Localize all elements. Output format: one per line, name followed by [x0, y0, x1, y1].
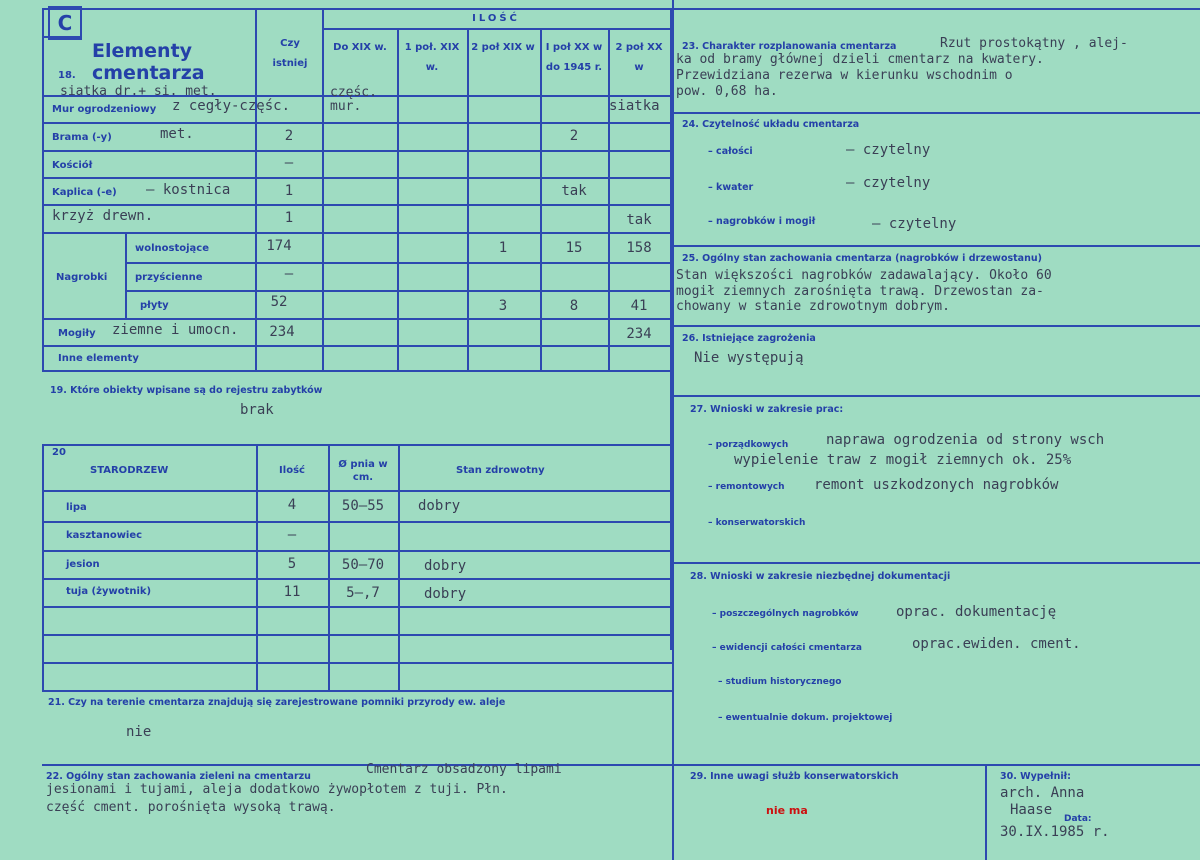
- krzyz-typed: krzyż drewn.: [52, 208, 154, 224]
- q23-label: 23. Charakter rozplanowania cmentarza: [682, 41, 897, 52]
- right-row-line: [672, 112, 1200, 114]
- q30-date-label: Data:: [1064, 814, 1092, 824]
- q19-answer: brak: [240, 402, 274, 418]
- q21-label: 21. Czy na terenie cmentarza znajdują się zarejestrowane pomniki przyrody ew. aleje: [48, 697, 506, 708]
- q29-answer: nie ma: [766, 804, 808, 817]
- q24-item-value: – czytelny: [846, 142, 931, 158]
- q25-line2: mogił ziemnych zarośnięta trawą. Drzewostan za-: [676, 284, 1044, 299]
- q27-item-value: wypielenie traw z mogił ziemnych ok. 25%: [734, 452, 1072, 468]
- q24-label: 24. Czytelność układu cmentarza: [682, 119, 860, 130]
- q24-item-label: – nagrobków i mogił: [708, 216, 816, 227]
- kosciol-exists: –: [284, 155, 294, 171]
- q22-line1: Cmentarz obsadzony lipami: [366, 762, 562, 777]
- q27-item-label: – remontowych: [708, 482, 785, 492]
- t20-row: [42, 606, 672, 608]
- t20-col: [398, 444, 400, 690]
- nagrobki-c4: 15: [565, 240, 583, 256]
- tree-qty: 4: [287, 497, 297, 513]
- tree-qty: –: [287, 527, 297, 543]
- q24-item-label: – całości: [708, 146, 753, 157]
- row-label-brama: Brama (-y): [52, 132, 112, 143]
- right-row-line: [672, 325, 1200, 327]
- top-border: [42, 8, 672, 10]
- t20-top: [42, 444, 672, 446]
- row-line: [42, 370, 672, 372]
- q23-line1: Rzut prostokątny , alej-: [940, 36, 1128, 51]
- q27-item-value: naprawa ogrodzenia od strony wsch: [826, 432, 1105, 448]
- q27-label: 27. Wnioski w zakresie prac:: [690, 404, 844, 415]
- tree-state: dobry: [424, 586, 467, 602]
- q30-divider: [985, 764, 987, 860]
- row-line: [42, 177, 672, 179]
- nagrobki-c3: 3: [498, 298, 508, 314]
- q28-item-value: oprac. dokumentację: [896, 604, 1057, 620]
- row-line: [42, 204, 672, 206]
- nagrobki-sub-divider: [125, 232, 127, 318]
- t20-head-qty: Ilość: [279, 465, 305, 476]
- tree-name: jesion: [66, 559, 100, 570]
- krzyz-exists: 1: [284, 210, 294, 226]
- row-line: [125, 262, 672, 264]
- q28-item-label: – ewidencji całości cmentarza: [712, 643, 862, 653]
- section-letter-underline: [42, 36, 82, 38]
- nagrobki-c5: 158: [626, 240, 652, 256]
- nagrobki-sub-label: płyty: [140, 300, 169, 311]
- right-row-line: [672, 395, 1200, 397]
- row-line: [42, 232, 672, 234]
- tree-qty: 11: [283, 584, 301, 600]
- right-top: [672, 8, 1200, 10]
- mogily-typed: ziemne i umocn.: [112, 322, 239, 338]
- row-line: [42, 345, 672, 347]
- row-line: [42, 150, 672, 152]
- nagrobki-sub-label: przyścienne: [135, 272, 203, 283]
- col-header-c5: 2 poł XX w: [615, 42, 663, 73]
- nagrobki-exists: 52: [270, 294, 288, 310]
- tree-diam: 5–,7: [346, 585, 380, 601]
- s21-bottom: [42, 764, 672, 766]
- q23-line4: pow. 0,68 ha.: [676, 84, 778, 99]
- tree-qty: 5: [287, 556, 297, 572]
- right-row-line: [672, 245, 1200, 247]
- row-line: [42, 122, 672, 124]
- col-header-c3: 2 poł XIX w: [471, 42, 535, 53]
- title-line1: Elementy: [92, 40, 193, 62]
- right-row-line: [672, 764, 1200, 766]
- q24-item-value: – czytelny: [846, 175, 931, 191]
- mogily-c5: 234: [626, 326, 652, 342]
- q22-label: 22. Ogólny stan zachowania zieleni na cmentarzu: [46, 771, 311, 782]
- t20-left: [42, 444, 44, 690]
- kaplica-exists: 1: [284, 183, 294, 199]
- t20-head-bottom: [42, 490, 672, 492]
- col-header-c4: I poł XX w do 1945 r.: [545, 42, 603, 73]
- t20-row: [42, 634, 672, 636]
- title-line2: cmentarza: [92, 62, 205, 84]
- tree-name: tuja (żywotnik): [66, 586, 152, 597]
- t20-row: [42, 550, 672, 552]
- q23-line2: ka od bramy głównej dzieli cmentarz na kwatery.: [676, 52, 1044, 67]
- row-label-mur: Mur ogrodzeniowy: [52, 104, 157, 115]
- q23-line3: Przewidziana rezerwa w kierunku wschodnim o: [676, 68, 1013, 83]
- section-letter-box: [48, 6, 82, 40]
- brama-c4: 2: [569, 128, 579, 144]
- kaplica-typed: – kostnica: [146, 182, 231, 198]
- t20-row: [42, 521, 672, 523]
- col-header-c1: Do XIX w.: [333, 42, 387, 53]
- tree-name: kasztanowiec: [66, 530, 143, 541]
- row-label-kaplica: Kaplica (-e): [52, 187, 117, 198]
- mur-typed: z cegły-częśc.: [172, 98, 291, 114]
- col-line-c1: [322, 8, 324, 370]
- nagrobki-exists: 174: [266, 238, 292, 254]
- t20-row: [42, 662, 672, 664]
- q26-answer: Nie występują: [694, 350, 804, 366]
- t20-num: 20: [52, 447, 66, 458]
- mid-divider-2: [672, 0, 674, 860]
- mur-c1: częśc. mur.: [330, 85, 377, 114]
- brama-typed: met.: [160, 126, 194, 142]
- t20-head-diam: Ø pnia w cm.: [338, 459, 388, 483]
- q29-label: 29. Inne uwagi służb konserwatorskich: [690, 771, 899, 782]
- q30-date: 30.IX.1985 r.: [1000, 824, 1110, 840]
- tree-state: dobry: [424, 558, 467, 574]
- col-header-exists: Czy istniej: [272, 38, 308, 69]
- row-label-mogily: Mogiły: [58, 328, 96, 339]
- q28-item-label: – studium historycznego: [718, 677, 842, 687]
- right-row-line: [672, 562, 1200, 564]
- col-header-c2: 1 poł. XIX w.: [404, 42, 460, 73]
- nagrobki-exists: –: [284, 266, 294, 282]
- row-label-inne: Inne elementy: [58, 353, 139, 364]
- q27-item-value: remont uszkodzonych nagrobków: [814, 477, 1059, 493]
- q21-answer: nie: [126, 724, 152, 740]
- tree-diam: 50–70: [341, 557, 385, 573]
- q19-label: 19. Które obiekty wpisane są do rejestru zabytków: [50, 385, 323, 396]
- mur-c5: siatka: [609, 98, 660, 114]
- row-line: [125, 290, 672, 292]
- section-letter: C: [57, 11, 73, 35]
- tree-name: lipa: [66, 502, 87, 513]
- brama-exists: 2: [284, 128, 294, 144]
- q28-item-label: – ewentualnie dokum. projektowej: [718, 713, 893, 723]
- nagrobki-sub-label: wolnostojące: [135, 243, 210, 254]
- mur-typed-above: siatka dr.+ si. met.: [60, 84, 217, 99]
- q27-item-label: – konserwatorskich: [708, 518, 806, 528]
- row-label-nagrobki: Nagrobki: [56, 272, 108, 283]
- q22-line3: część cment. porośnięta wysoką trawą.: [46, 800, 336, 815]
- q25-label: 25. Ogólny stan zachowania cmentarza (nagrobków i drzewostanu): [682, 253, 1042, 264]
- q30-name1: arch. Anna: [1000, 785, 1085, 801]
- q28-item-label: – poszczególnych nagrobków: [712, 609, 859, 619]
- q30-label: 30. Wypełnił:: [1000, 771, 1071, 782]
- q22-line2: jesionami i tujami, aleja dodatkowo żywopłotem z tuji. Płn.: [46, 782, 508, 797]
- tree-state: dobry: [418, 498, 461, 514]
- kaplica-c4: tak: [561, 183, 587, 199]
- q25-line1: Stan większości nagrobków zadawalający. Około 60: [676, 268, 1052, 283]
- section-number-18: 18.: [58, 70, 76, 81]
- q24-item-label: – kwater: [708, 182, 754, 193]
- q28-item-value: oprac.ewiden. cment.: [912, 636, 1081, 652]
- t20-bottom: [42, 690, 672, 692]
- nagrobki-c4: 8: [569, 298, 579, 314]
- q24-item-value: – czytelny: [872, 216, 957, 232]
- ilosc-line: [322, 28, 670, 30]
- q27-item-label: – porządkowych: [708, 440, 789, 450]
- ilosc-header: ILOŚĆ: [472, 13, 520, 24]
- q26-label: 26. Istniejące zagrożenia: [682, 333, 816, 344]
- tree-diam: 50–55: [341, 498, 385, 514]
- mogily-exists: 234: [269, 324, 295, 340]
- nagrobki-c3: 1: [498, 240, 508, 256]
- q25-line3: chowany w stanie zdrowotnym dobrym.: [676, 299, 950, 314]
- left-border: [42, 8, 44, 370]
- q28-label: 28. Wnioski w zakresie niezbędnej dokumentacji: [690, 571, 951, 582]
- t20-row: [42, 578, 672, 580]
- nagrobki-c5: 41: [630, 298, 648, 314]
- row-label-kosciol: Kościół: [52, 160, 93, 171]
- t20-head-state: Stan zdrowotny: [456, 465, 545, 476]
- t20-head-name: STARODRZEW: [90, 465, 169, 476]
- q30-name2: Haase: [1010, 802, 1053, 818]
- krzyz-c5: tak: [626, 212, 652, 228]
- row-line: [42, 318, 672, 320]
